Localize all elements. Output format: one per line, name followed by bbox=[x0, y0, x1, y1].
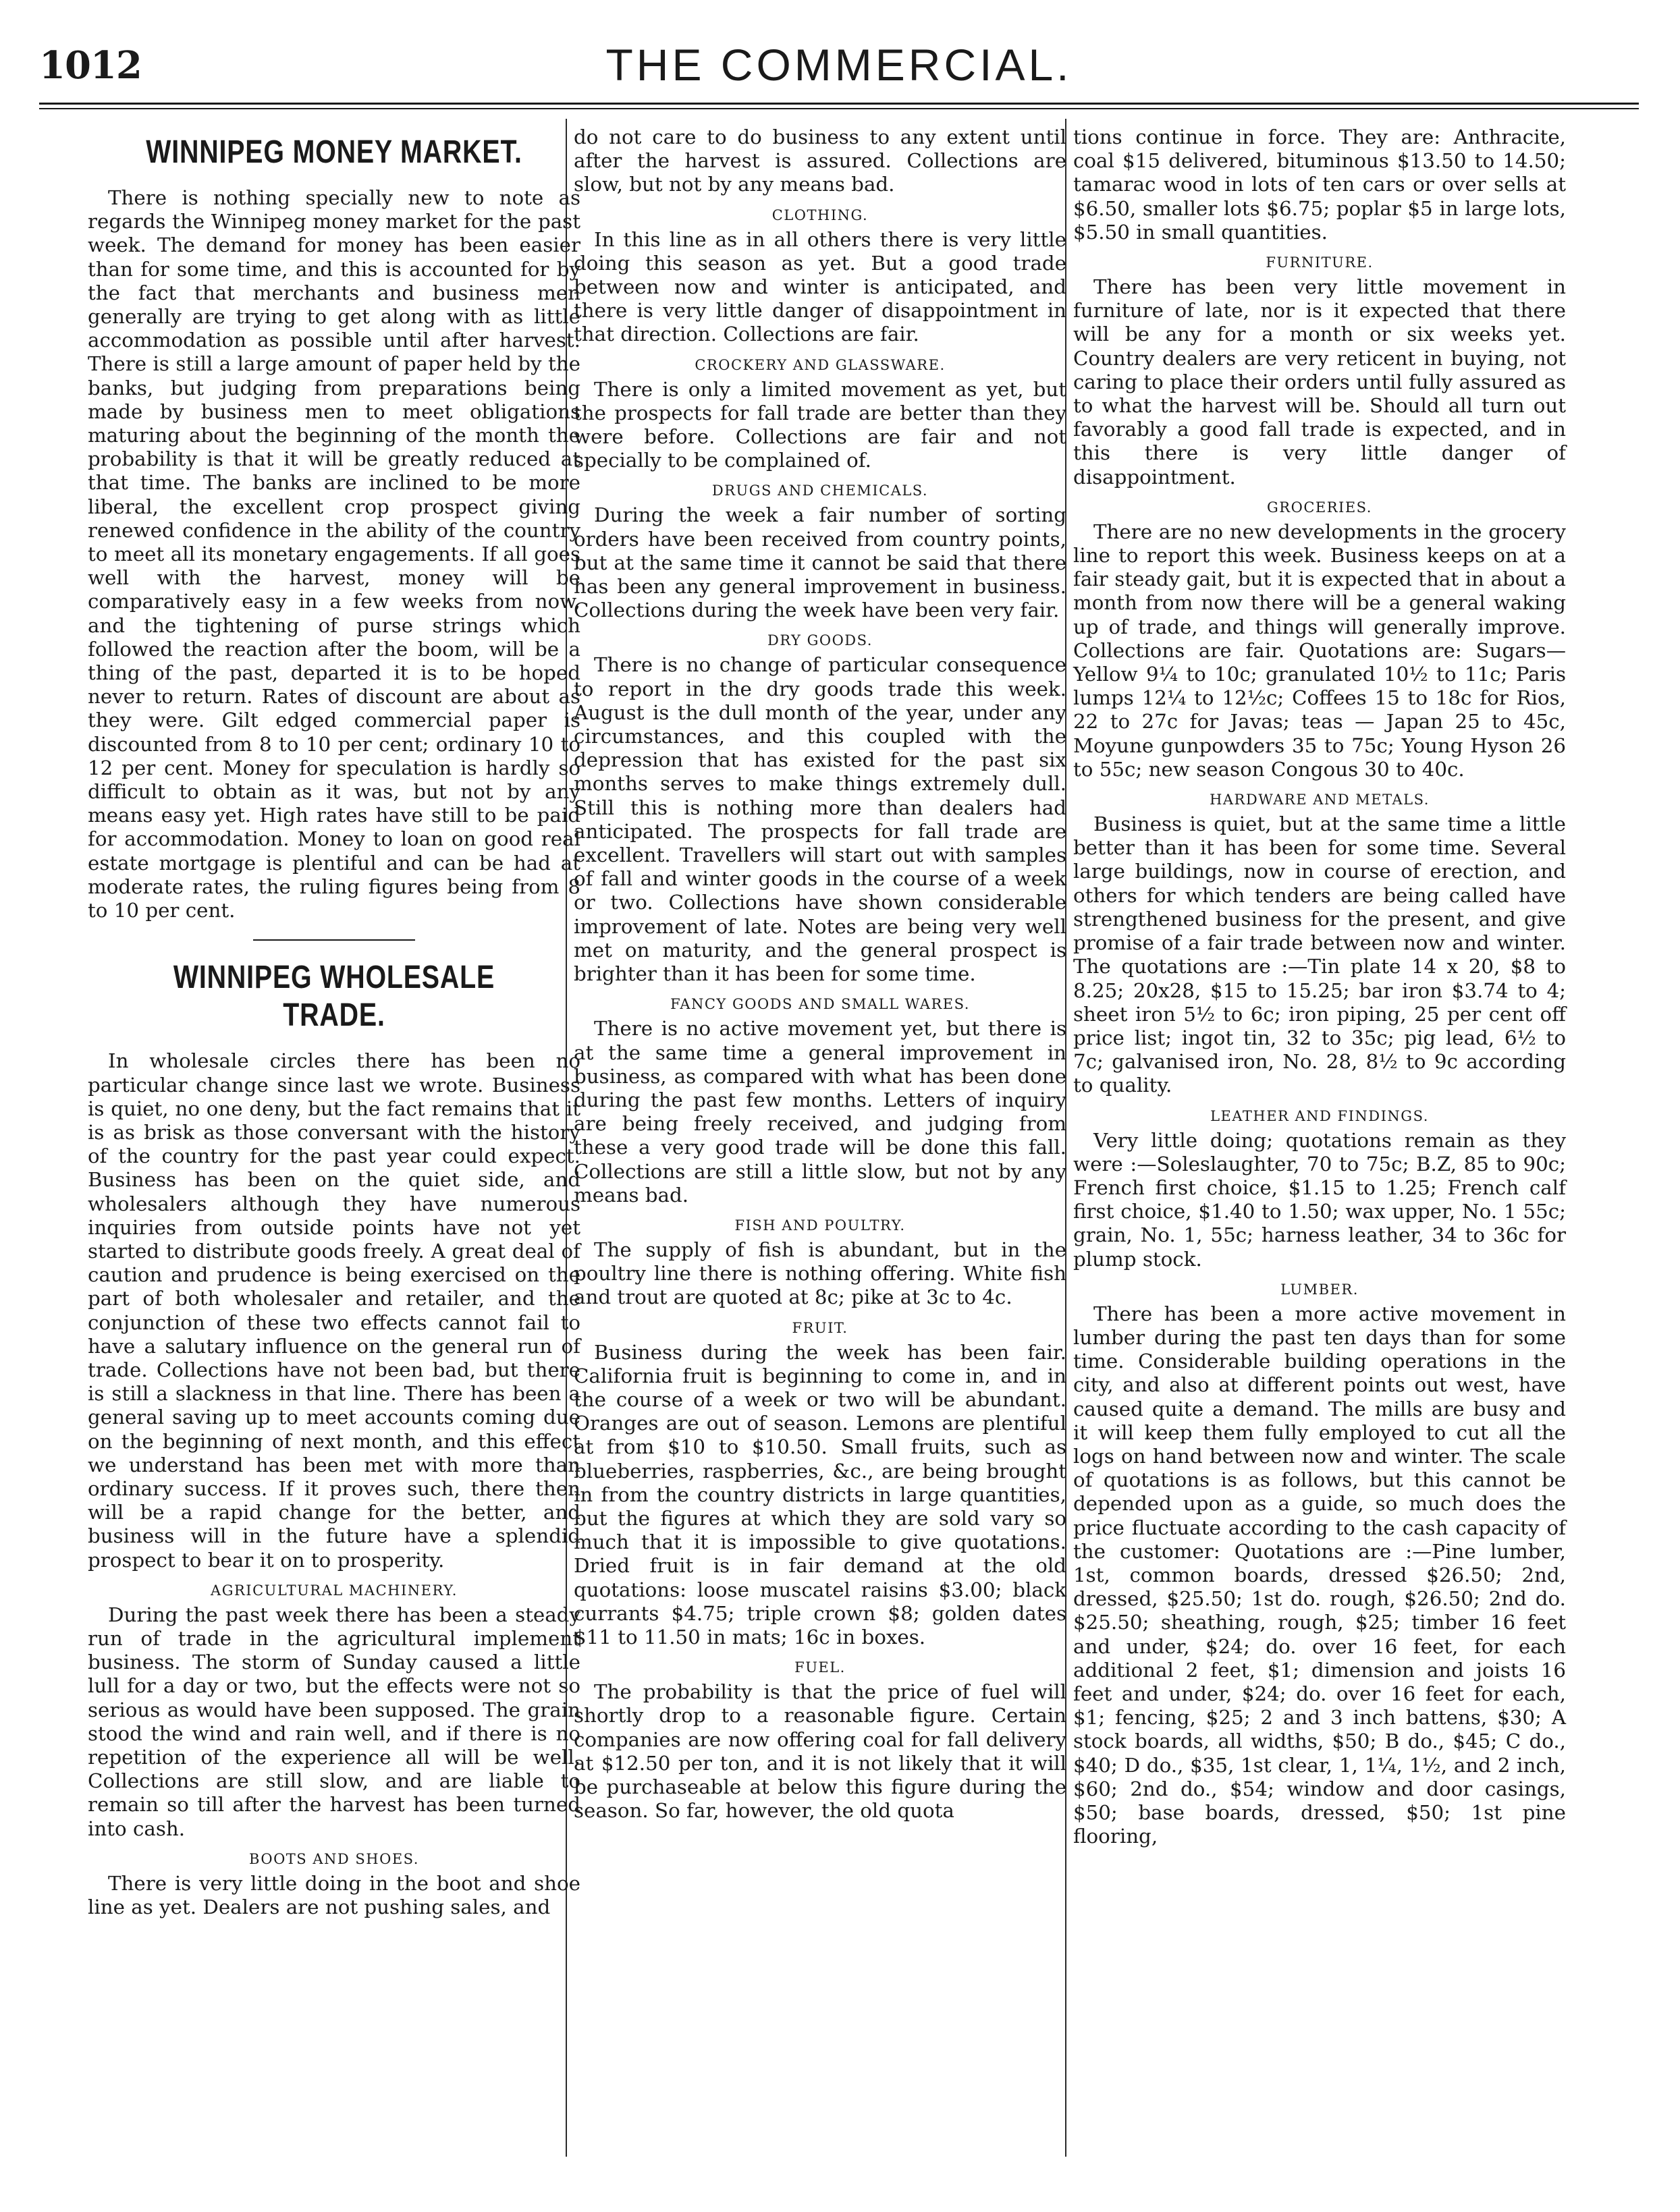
subsection-heading: CROCKERY AND GLASSWARE. bbox=[695, 356, 946, 373]
column-1 bbox=[88, 126, 580, 1919]
section-heading: WINNIPEG WHOLESALE TRADE. bbox=[173, 960, 495, 1034]
subsection-heading: GROCERIES. bbox=[1267, 499, 1372, 516]
column-3 bbox=[1073, 126, 1566, 1848]
paragraph: In this line as in all others there is very little doing this season as yet. But a good trade between now and winter is anticipated, and there is very little danger of disappointment in that direction. Collections are fair. bbox=[574, 227, 1066, 346]
section-divider bbox=[88, 932, 580, 945]
subsection-heading: HARDWARE AND METALS. bbox=[1210, 792, 1430, 808]
header-rule-thin bbox=[39, 108, 1639, 109]
paragraph: During the week a fair number of sorting orders have been received from country points, but at the same time it cannot be said that there has been any general improvement in business. Collections during the week have been very fair. bbox=[574, 503, 1066, 622]
subsection-heading: FUEL. bbox=[794, 1659, 846, 1676]
paragraph: Very little doing; quotations remain as they were :—Soleslaughter, 70 to 75c; B.Z, 85 to 90c; French first choice, $1.15 to 1.25; French calf first choice, $1.40 to 1.50; wax upper, No. 1 55c; grain, No. 1, 55c; harness leather, 34 to 36c for plump stock. bbox=[1073, 1128, 1566, 1271]
subsection-heading: LEATHER AND FINDINGS. bbox=[1210, 1107, 1429, 1124]
paragraph: There is only a limited movement as yet, but the prospects for fall trade are better than they were before. Collections are fair and not specially to be complained of. bbox=[574, 377, 1066, 472]
paragraph: Business is quiet, but at the same time a little better than it has been for some time. Several large buildings, now in course of erection, and others for which tenders are being called have strengthened business for the present, and give promise of a fair trade between now and winter. The quotations are :—Tin plate 14 x 20, $8 to 8.25; 20x28, $15 to 15.25; bar iron $3.74 to 4; sheet iron 5½ to 6c; iron piping, 25 per cent off price list; ingot tin, 32 to 35c; pig lead, 6½ to 7c; galvanised iron, No. 28, 8½ to 9c according to quality. bbox=[1073, 812, 1566, 1097]
page-header bbox=[39, 39, 1639, 101]
subsection-heading: FANCY GOODS AND SMALL WARES. bbox=[670, 996, 970, 1013]
paragraph: There is no change of particular consequence to report in the dry goods trade this week. August is the dull month of the year, under any circumstances, and this coupled with the depression that has existed for the past six months serves to make things extremely dull. Still this is nothing more than dealers had anticipated. The prospects for fall trade are excellent. Travellers will start out with samples of fall and winter goods in the course of a week or two. Collections have shown considerable improvement of late. Notes are being very well met on maturity, and the general prospect is brighter than it has been for some time. bbox=[574, 653, 1066, 986]
paragraph: The supply of fish is abundant, but in the poultry line there is nothing offering. White fish and trout are quoted at 8c; pike at 3c to 4c. bbox=[574, 1238, 1066, 1309]
header-rule bbox=[39, 103, 1639, 105]
paragraph-continued: tions continue in force. They are: Anthracite, coal $15 delivered, bituminous $13.50 to 14.50; tamarac wood in lots of ten cars or over sells at $6.50, smaller lots $6.75; poplar $5 in large lots, $5.50 in small quantities. bbox=[1073, 126, 1566, 244]
column-2 bbox=[574, 126, 1066, 1823]
paragraph-continued: do not care to do business to any extent until after the harvest is assured. Collections are slow, but not by any means bad. bbox=[574, 126, 1066, 196]
subsection-heading: DRY GOODS. bbox=[767, 632, 873, 649]
paragraph: The probability is that the price of fuel will shortly drop to a reasonable figure. Certain companies are now offering coal for fall delivery at $12.50 per ton, and it is not likely that it will be purchaseable at below this figure during the season. So far, however, the old quota bbox=[574, 1680, 1066, 1823]
subsection-heading: FRUIT. bbox=[792, 1319, 848, 1336]
paragraph: There has been a more active movement in lumber during the past ten days than for some time. Considerable building operations in the city, and also at different points out west, have caused quite a demand. The mills are busy and it will keep them fully employed to cut all the logs on hand between now and winter. The scale of quotations is as follows, but this cannot be depended upon as a guide, so much does the price fluctuate according to the cash capacity of the customer: Quotations are :—Pine lumber, 1st, common boards, dressed $26.50; 2nd, dressed, $25.50; 1st do. rough, $26.50; 2nd do. $25.50; sheathing, rough, $25; timber 16 feet and under, $24; do. over 16 feet, for each additional 2 feet, $1; dimension and joists 16 feet and under, $24; do. over 16 feet for each, $1; fencing, $25; 2 and 3 inch battens, $30; A stock boards, all widths, $50; B do., $45; C do., $40; D do., $35, 1st clear, 1, 1¼, 1½, and 2 inch, $60; 2nd do., $54; window and door casings, $50; base boards, dressed, $50; 1st pine flooring, bbox=[1073, 1302, 1566, 1848]
paragraph: There has been very little movement in furniture of late, nor is it expected that there will be any for a month or six weeks yet. Country dealers are very reticent in buying, not caring to place their orders until fully assured as to what the harvest will be. Should all turn out favorably a good fall trade is expected, and in this there is very little danger of disappointment. bbox=[1073, 275, 1566, 489]
paragraph: In wholesale circles there has been no particular change since last we wrote. Business is quiet, no one deny, but the fact remains that it is as brisk as those conversant with the history of the country for the past year could expect. Business has been on the quiet side, and wholesalers although they have numerous inquiries from outside points have not yet started to distribute goods freely. A great deal of caution and prudence is being exercised on the part of both wholesaler and retailer, and the conjunction of these two effects cannot fail to have a salutary influence on the general run of trade. Collections have not been bad, but there is still a slackness in that line. There has been a general saving up to meet accounts coming due on the beginning of next month, and this effect we understand has been met with more than ordinary success. If it proves such, there then will be a rapid change for the better, and business will in the future have a splendid prospect to bear it on to prosperity. bbox=[88, 1049, 580, 1572]
page-number: 1012 bbox=[39, 43, 142, 88]
subsection-heading: FURNITURE. bbox=[1266, 254, 1374, 271]
paragraph: There is nothing specially new to note as regards the Winnipeg money market for the past week. The demand for money has been easier than for some time, and this is accounted for by the fact that merchants and business men generally are trying to get along with as little accommodation as possible until after harvest. There is still a large amount of paper held by the banks, but judging from preparations being made by business men to meet obligations maturing about the beginning of the month the probability is that it will be greatly reduced at that time. The banks are inclined to be more liberal, the excellent crop prospect giving renewed confidence in the ability of the country to meet all its monetary engagements. If all goes well with the harvest, money will be comparatively easy in a few weeks from now, and the tightening of purse strings which followed the reaction after the boom, will be a thing of the past, departed it is to be hoped never to return. Rates of discount are about as they were. Gilt edged commercial paper is discounted from 8 to 10 per cent; ordinary 10 to 12 per cent. Money for speculation is hardly so difficult to obtain as it was, but not by any means easy yet. High rates have still to be paid for accommodation. Money to loan on good real estate mortgage is plentiful and can be had at moderate rates, the ruling figures being from 8 to 10 per cent. bbox=[88, 186, 580, 922]
section-heading: WINNIPEG MONEY MARKET. bbox=[146, 134, 522, 170]
subsection-heading: AGRICULTURAL MACHINERY. bbox=[211, 1582, 458, 1599]
paragraph: There are no new developments in the grocery line to report this week. Business keeps on at a fair steady gait, but it is expected that in about a month from now there will be a general waking up of trade, and things will generally improve. Collections are fair. Quotations are: Sugars—Yellow 9¼ to 10c; granulated 10½ to 11c; Paris lumps 12¼ to 12½c; Coffees 15 to 18c for Rios, 22 to 27c for Javas; teas — Japan 25 to 45c, Moyune gunpowders 35 to 75c; Young Hyson 26 to 55c; new season Congous 30 to 40c. bbox=[1073, 520, 1566, 781]
paragraph: During the past week there has been a steady run of trade in the agricultural implement business. The storm of Sunday caused a little lull for a day or two, but the effects were not so serious as would have been supposed. The grain stood the wind and rain well, and if there is no repetition of the experience all will be well. Collections are still slow, and are liable to remain so till after the harvest has been turned into cash. bbox=[88, 1603, 580, 1840]
masthead-title: THE COMMERCIAL. bbox=[605, 40, 1073, 90]
subsection-heading: CLOTHING. bbox=[771, 206, 869, 223]
paragraph: There is no active movement yet, but there is at the same time a general improvement in business, as compared with what has been done during the past few months. Letters of inquiry are being freely received, and judging from these a very good trade will be done this fall. Collections are still a little slow, but not by any means bad. bbox=[574, 1017, 1066, 1207]
subsection-heading: LUMBER. bbox=[1280, 1281, 1359, 1298]
subsection-heading: DRUGS AND CHEMICALS. bbox=[711, 482, 929, 499]
subsection-heading: BOOTS AND SHOES. bbox=[249, 1850, 419, 1867]
subsection-heading: FISH AND POULTRY. bbox=[734, 1217, 906, 1234]
paragraph: Business during the week has been fair. California fruit is beginning to come in, and in the course of a week or two will be abundant. Oranges are out of season. Lemons are plentiful at from $10 to $10.50. Small fruits, such as blueberries, raspberries, &c., are being brought in from the country districts in large quantities, but the figures at which they are sold vary so much that it is impossible to give quotations. Dried fruit is in fair demand at the old quotations: loose muscatel raisins $3.00; black currants $4.75; triple crown $8; golden dates $11 to 11.50 in mats; 16c in boxes. bbox=[574, 1340, 1066, 1649]
paragraph: There is very little doing in the boot and shoe line as yet. Dealers are not pushing sales, and bbox=[88, 1871, 580, 1918]
